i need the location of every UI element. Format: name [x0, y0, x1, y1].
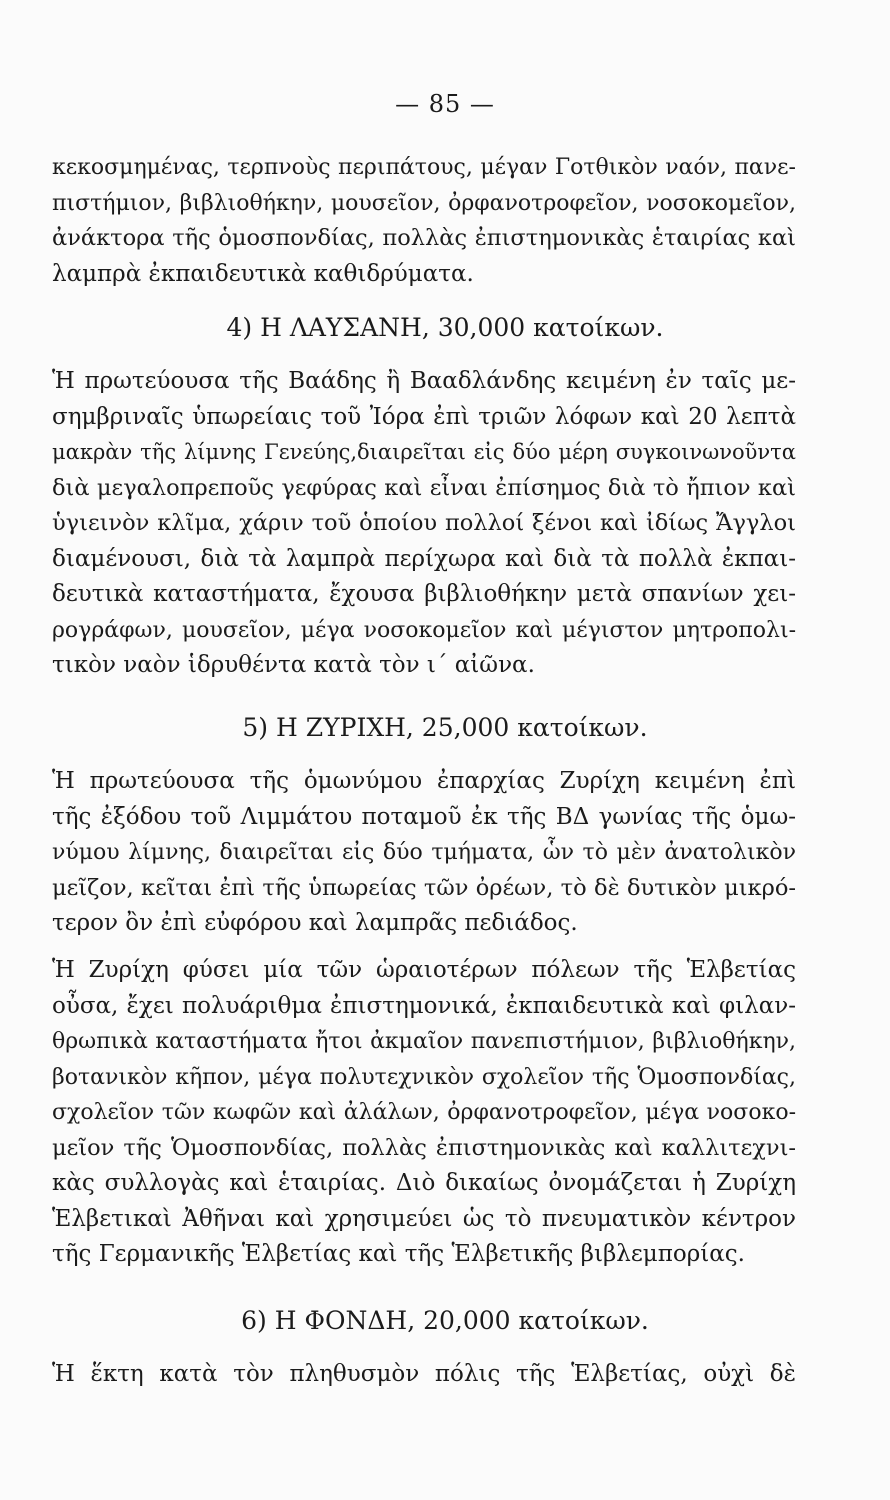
section-heading-vaud: 6) Η ΦΟΝΔΗ, 20,000 κατοίκων.: [241, 1306, 649, 1335]
section-heading-zurich: 5) Η ΖΥΡΙΧΗ, 25,000 κατοίκων.: [242, 713, 648, 742]
text-line: κεκοσμημένας, τερπνοὺς περιπάτους, μέγαν Γοτθικὸν ναόν, πανε-: [52, 155, 796, 180]
page-number: — 85 —: [395, 90, 495, 118]
text-line: μακρὰν τῆς λίμνης Γενεύης,διαιρεῖται εἰς δύο μέρη συγκοινωνοῦντα: [52, 440, 796, 464]
text-line: μεῖον τῆς Ὁμοσπονδίας, πολλὰς ἐπιστημονικὰς καὶ καλλιτεχνι-: [52, 1134, 796, 1161]
paragraph-continuation: [52, 150, 796, 292]
text-line: πιστήμιον, βιβλιοθήκην, μουσεῖον, ὀρφανοτροφεῖον, νοσοκομεῖον,: [52, 190, 796, 216]
text-line: ρογράφων, μουσεῖον, μέγα νοσοκομεῖον καὶ μέγιστον μητροπολι-: [52, 617, 796, 643]
text-line: νύμου λίμνης, διαιρεῖται εἰς δύο τμήματα, ὧν τὸ μὲν ἀνατολικὸν: [52, 840, 796, 865]
text-line: Ἡ ἕκτη κατὰ τὸν πληθυσμὸν πόλις τῆς Ἑλβετίας, οὐχὶ δὲ: [52, 1361, 796, 1387]
text-line: τῆς ἐξόδου τοῦ Λιμμάτου ποταμοῦ ἐκ τῆς ΒΔ γωνίας τῆς ὁμω-: [52, 803, 796, 830]
text-line: διαμένουσι, διὰ τὰ λαμπρὰ περίχωρα καὶ διὰ τὰ πολλὰ ἐκπαι-: [52, 545, 796, 572]
paragraph-lausanne: [52, 364, 796, 684]
text-line: μεῖζον, κεῖται ἐπὶ τῆς ὑπωρείας τῶν ὀρέων, τὸ δὲ δυτικὸν μικρό-: [52, 874, 796, 901]
text-line: Ἡ πρωτεύουσα τῆς ὁμωνύμου ἐπαρχίας Ζυρίχη κειμένη ἐπὶ: [52, 768, 796, 794]
text-line: σημβριναῖς ὑπωρείαις τοῦ Ἰόρα ἐπὶ τριῶν λόφων καὶ 20 λεπτὰ: [52, 403, 796, 430]
text-line: ἀνάκτορα τῆς ὁμοσπονδίας, πολλὰς ἐπιστημονικὰς ἑταιρίας καὶ: [52, 225, 796, 251]
text-line: δευτικὰ καταστήματα, ἔχουσα βιβλιοθήκην μετὰ σπανίων χει-: [52, 581, 796, 607]
text-line: Ἡ πρωτεύουσα τῆς Βαάδης ἢ Βααδλάνδης κειμένη ἐν ταῖς με-: [52, 368, 796, 394]
text-line: Ἑλβετικαὶ Ἀθῆναι καὶ χρησιμεύει ὡς τὸ πνευματικὸν κέντρον: [52, 1205, 796, 1232]
text-line: ὑγιεινὸν κλῖμα, χάριν τοῦ ὁποίου πολλοί ξένοι καὶ ἰδίως Ἄγγλοι: [52, 510, 796, 536]
text-line: βοτανικὸν κῆπον, μέγα πολυτεχνικὸν σχολεῖον τῆς Ὁμοσπονδίας,: [52, 1064, 796, 1090]
text-line: τερον ὂν ἐπὶ εὐφόρου καὶ λαμπρᾶς πεδιάδος.: [52, 910, 578, 936]
text-line: τικὸν ναὸν ἱδρυθέντα κατὰ τὸν ι΄ αἰῶνα.: [52, 652, 535, 678]
paragraph-zurich-1: [52, 764, 796, 942]
text-line: διὰ μεγαλοπρεποῦς γεφύρας καὶ εἶναι ἐπίσημος διὰ τὸ ἤπιον καὶ: [52, 474, 796, 501]
text-line: Ἡ Ζυρίχη φύσει μία τῶν ὡραιοτέρων πόλεων τῆς Ἑλβετίας: [52, 957, 796, 983]
text-line: θρωπικὰ καταστήματα ἤτοι ἀκμαῖον πανεπιστήμιον, βιβλιοθήκην,: [52, 1029, 796, 1054]
text-line: κὰς συλλογὰς καὶ ἑταιρίας. Διὸ δικαίως ὀνομάζεται ἡ Ζυρίχη: [52, 1170, 796, 1196]
paragraph-vaud: [52, 1357, 796, 1393]
text-line: τῆς Γερμανικῆς Ἑλβετίας καὶ τῆς Ἑλβετικῆς βιβλεμπορίας.: [52, 1241, 745, 1267]
paragraph-zurich-2: [52, 953, 796, 1273]
section-heading-lausanne: 4) Η ΛΑΥΣΑΝΗ, 30,000 κατοίκων.: [226, 313, 664, 342]
text-line: λαμπρὰ ἐκπαιδευτικὰ καθιδρύματα.: [52, 260, 474, 287]
text-line: σχολεῖον τῶν κωφῶν καὶ ἀλάλων, ὀρφανοτροφεῖον, μέγα νοσοκο-: [52, 1100, 796, 1125]
text-line: οὖσα, ἔχει πολυάριθμα ἐπιστημονικά, ἐκπαιδευτικὰ καὶ φιλαν-: [52, 992, 796, 1019]
